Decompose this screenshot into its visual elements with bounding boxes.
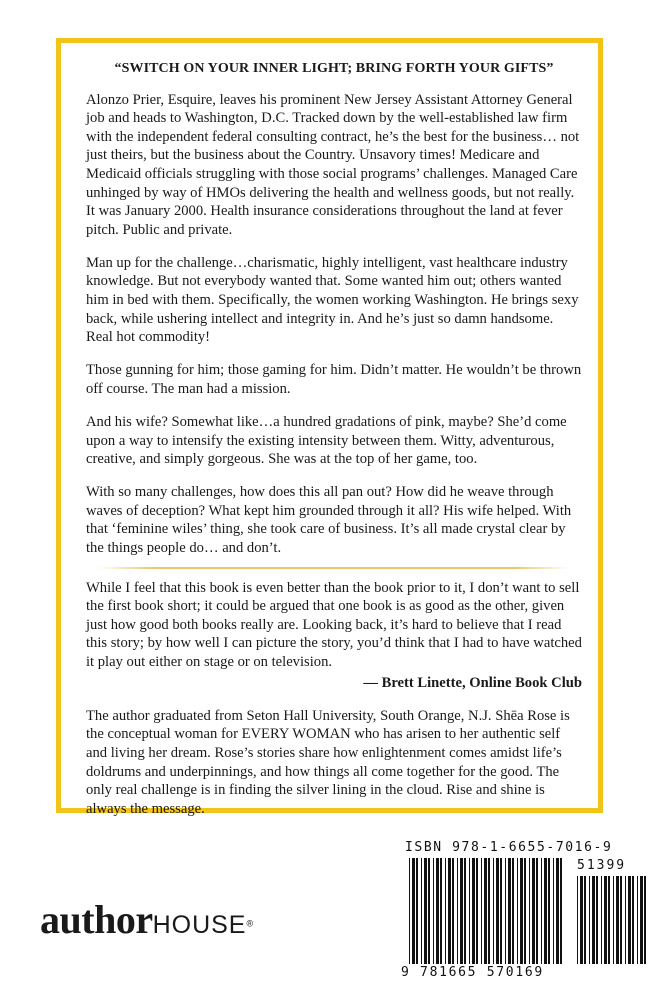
- barcode-bar: [608, 876, 610, 964]
- barcode-bar: [524, 858, 526, 964]
- barcode-bar: [613, 876, 614, 964]
- synopsis-paragraph-1: Alonzo Prier, Esquire, leaves his prominent New Jersey Assistant Attorney General job and heads to Washington, D.C. Tracked down by the well-established law firm with the independent federal consulting contract, he’s the best for the business… not just theirs, but the business about the Country. Unsavory times! Medicare and Medicaid officials struggling with those social programs’ challenges. Managed Care unhinged by way of HMOs delivering the health and wellness goods, but not really. It was January 2000. Health insurance considerations throughout the land at fever pitch. Public and private.: [86, 91, 580, 238]
- barcode-bar: [632, 876, 634, 964]
- barcode-bar: [508, 858, 511, 964]
- barcode-bar: [469, 858, 470, 964]
- barcode-bar: [548, 858, 550, 964]
- barcode-bar: [580, 876, 583, 964]
- barcode-bar: [505, 858, 506, 964]
- barcode-bar: [412, 858, 415, 964]
- barcode-bar: [596, 876, 598, 964]
- barcode-bar: [488, 858, 490, 964]
- barcode-bar: [493, 858, 494, 964]
- barcode-bar: [584, 876, 586, 964]
- publisher-logo: [40, 896, 253, 943]
- barcode-bar: [628, 876, 631, 964]
- barcode-bar: [592, 876, 595, 964]
- isbn-number: ISBN 978-1-6655-7016-9: [405, 840, 613, 855]
- review-attribution: — Brett Linette, Online Book Club: [363, 674, 582, 691]
- barcode-bar: [436, 858, 439, 964]
- back-cover-content: [86, 60, 582, 833]
- barcode-bar: [460, 858, 463, 964]
- barcode-bar: [601, 876, 602, 964]
- barcode-bar: [637, 876, 638, 964]
- barcode-bar: [500, 858, 502, 964]
- barcode-bar: [481, 858, 482, 964]
- barcode-bar: [433, 858, 434, 964]
- publisher-registered-mark: ®: [246, 918, 254, 929]
- barcode-bar: [541, 858, 542, 964]
- barcode-bar: [640, 876, 643, 964]
- section-divider: [98, 567, 570, 569]
- barcode-bar: [472, 858, 475, 964]
- barcode-bar: [553, 858, 554, 964]
- isbn-barcode: [397, 838, 652, 986]
- synopsis-paragraph-5: With so many challenges, how does this all pan out? How did he weave through waves of deception? What kept him grounded through it all? His wife helped. With that ‘feminine wiles’ thing, she took care of business. It’s all made crystal clear by the things people do… and don’t.: [86, 484, 572, 557]
- barcode-bar: [517, 858, 518, 964]
- barcode-bar: [532, 858, 535, 964]
- barcode-bar: [421, 858, 422, 964]
- slogan-heading: “SWITCH ON YOUR INNER LIGHT; BRING FORTH YOUR GIFTS”: [114, 61, 554, 76]
- barcode-bar: [604, 876, 607, 964]
- synopsis-paragraph-3: Those gunning for him; those gaming for him. Didn’t matter. He wouldn’t be thrown off course. The man had a mission.: [86, 362, 582, 397]
- barcode-bar: [464, 858, 466, 964]
- barcode-bar: [445, 858, 446, 964]
- barcode-bar: [544, 858, 547, 964]
- barcode-bar: [644, 876, 646, 964]
- barcode-bar: [529, 858, 530, 964]
- author-bio: The author graduated from Seton Hall University, South Orange, N.J. Shēa Rose is the conceptual woman for EVERY WOMAN who has arisen to her authentic self and living her dream. Rose’s stories share how enlightenment comes amidst life’s doldrums and underpinnings, and how things all come together for the good. The only real challenge is in finding the silver lining in the cloud. Rise and shine is always the message.: [86, 707, 570, 817]
- barcode-bar: [589, 876, 590, 964]
- barcode-bar: [416, 858, 418, 964]
- barcode-bar: [536, 858, 538, 964]
- barcode-bar: [476, 858, 478, 964]
- barcode-bar: [556, 858, 559, 964]
- barcode-bar: [424, 858, 427, 964]
- barcode-bar: [520, 858, 523, 964]
- ean-digits: 9 781665 570169: [401, 965, 544, 980]
- price-addon-digits: 51399: [577, 858, 627, 873]
- barcode-bar: [625, 876, 626, 964]
- barcode-bar: [440, 858, 442, 964]
- barcode-bar: [428, 858, 430, 964]
- barcode-bar: [448, 858, 451, 964]
- barcode-bar: [577, 876, 578, 964]
- barcode-bar: [484, 858, 487, 964]
- synopsis-paragraph-2: Man up for the challenge…charismatic, highly intelligent, vast healthcare industry knowledge. But not everybody wanted that. Some wanted him out; others wanted him in bed with them. Specifically, the women working Washington. He brings sexy back, while ushering intellect and integrity in. And he’s just so damn handsome. Real hot commodity!: [86, 254, 579, 346]
- publisher-logo-author: author: [40, 897, 153, 942]
- barcode-bar: [496, 858, 499, 964]
- barcode-bar: [620, 876, 622, 964]
- barcode-bar: [452, 858, 454, 964]
- synopsis-paragraph-4: And his wife? Somewhat like…a hundred gradations of pink, maybe? She’d come upon a way to intensify the existing intensity between them. Witty, adventurous, creative, and simply gorgeous. She was at the top of her game, too.: [86, 414, 567, 468]
- barcode-bar: [409, 858, 410, 964]
- barcode-bar: [512, 858, 514, 964]
- barcode-bar: [560, 858, 562, 964]
- barcode-bar: [457, 858, 458, 964]
- publisher-logo-house: HOUSE: [152, 911, 247, 939]
- barcode-bar: [616, 876, 619, 964]
- review-quote: While I feel that this book is even better than the book prior to it, I don’t want to sell the first book short; it could be argued that one book is as good as the other, given just how good both books really are. Looking back, it’s hard to believe that I read this story; by how well I can picture the story, you’d think that I had to have watched it play out either on stage or on television.: [86, 579, 582, 671]
